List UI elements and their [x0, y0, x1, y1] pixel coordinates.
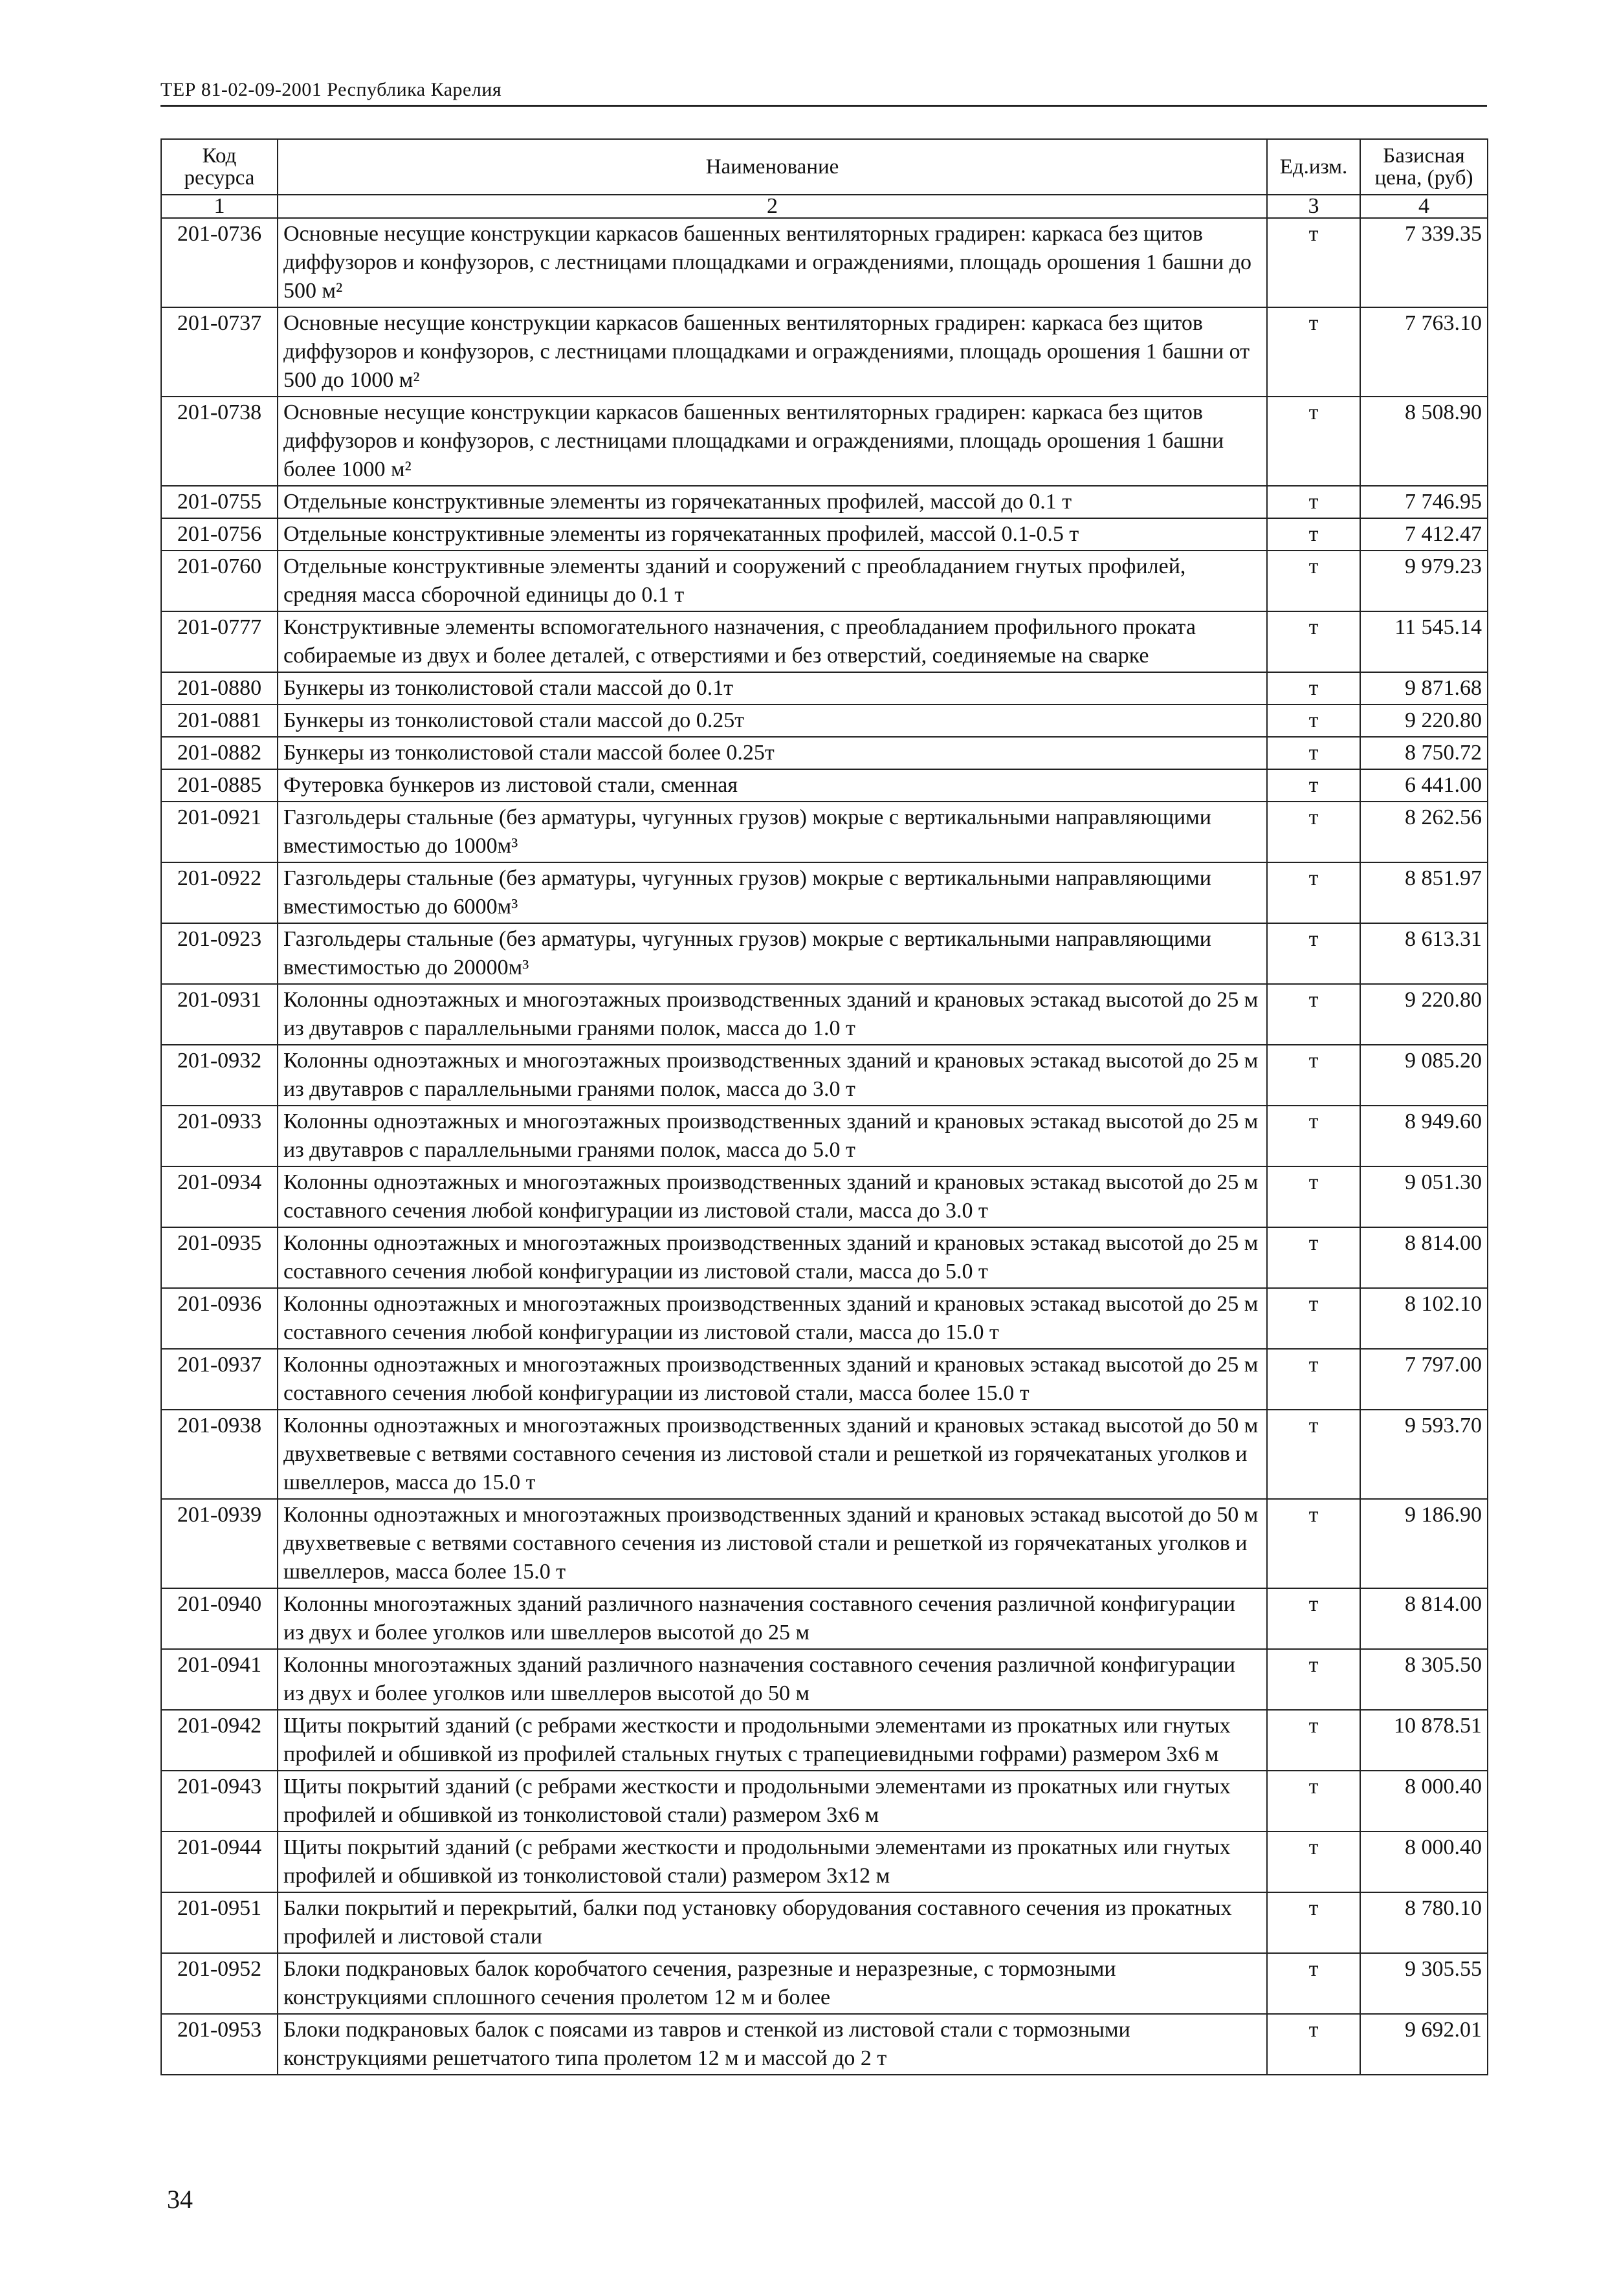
unit-of-measure: т — [1267, 1410, 1360, 1499]
base-price: 7 746.95 — [1360, 486, 1488, 518]
resource-code: 201-0755 — [161, 486, 278, 518]
unit-of-measure: т — [1267, 1166, 1360, 1227]
resource-code: 201-0923 — [161, 923, 278, 984]
base-price: 8 305.50 — [1360, 1649, 1488, 1710]
resource-name: Бункеры из тонколистовой стали массой до 0.1т — [278, 672, 1267, 705]
table-row — [161, 307, 1488, 397]
page-number: 34 — [167, 2185, 193, 2214]
resource-code: 201-0934 — [161, 1166, 278, 1227]
resource-code: 201-0951 — [161, 1892, 278, 1953]
resource-code: 201-0942 — [161, 1710, 278, 1771]
unit-of-measure: т — [1267, 862, 1360, 923]
resource-name: Основные несущие конструкции каркасов башенных вентиляторных градирен: каркаса без щитов диффузоров и конфузоров, с лестницами площадками и ограждениями, площадь орошения 1 башни от 500 до 1000 м² — [278, 307, 1267, 397]
resource-name: Щиты покрытий зданий (с ребрами жесткости и продольными элементами из прокатных или гнутых профилей и обшивкой из тонколистовой стали) размером 3х12 м — [278, 1831, 1267, 1892]
table-row — [161, 518, 1488, 551]
table-row — [161, 705, 1488, 737]
table-row — [161, 1953, 1488, 2014]
resource-code: 201-0880 — [161, 672, 278, 705]
table-row — [161, 1349, 1488, 1410]
column-number: 4 — [1360, 195, 1488, 218]
unit-of-measure: т — [1267, 672, 1360, 705]
resource-name: Футеровка бункеров из листовой стали, сменная — [278, 769, 1267, 802]
unit-of-measure: т — [1267, 1892, 1360, 1953]
resource-code: 201-0921 — [161, 802, 278, 862]
resource-code: 201-0941 — [161, 1649, 278, 1710]
resource-name: Бункеры из тонколистовой стали массой более 0.25т — [278, 737, 1267, 769]
base-price: 9 305.55 — [1360, 1953, 1488, 2014]
resource-code: 201-0953 — [161, 2014, 278, 2075]
resource-code: 201-0736 — [161, 218, 278, 307]
resource-name: Газгольдеры стальные (без арматуры, чугунных грузов) мокрые с вертикальными направляющими вместимостью до 20000м³ — [278, 923, 1267, 984]
base-price: 8 613.31 — [1360, 923, 1488, 984]
unit-of-measure: т — [1267, 1588, 1360, 1649]
table-row — [161, 1227, 1488, 1288]
resource-code: 201-0737 — [161, 307, 278, 397]
resource-code: 201-0933 — [161, 1106, 278, 1166]
base-price: 6 441.00 — [1360, 769, 1488, 802]
resource-code: 201-0935 — [161, 1227, 278, 1288]
unit-of-measure: т — [1267, 518, 1360, 551]
resource-code: 201-0939 — [161, 1499, 278, 1588]
resource-code: 201-0932 — [161, 1045, 278, 1106]
column-number: 1 — [161, 195, 278, 218]
unit-of-measure: т — [1267, 1349, 1360, 1410]
resource-name: Колонны одноэтажных и многоэтажных производственных зданий и крановых эстакад высотой до 25 м составного сечения любой конфигурации из листовой стали, масса более 15.0 т — [278, 1349, 1267, 1410]
unit-of-measure: т — [1267, 923, 1360, 984]
table-row — [161, 923, 1488, 984]
column-number-row — [161, 195, 1488, 218]
unit-of-measure: т — [1267, 769, 1360, 802]
resource-code: 201-0882 — [161, 737, 278, 769]
unit-of-measure: т — [1267, 1227, 1360, 1288]
header-code: Код ресурса — [161, 139, 278, 195]
resource-name: Колонны одноэтажных и многоэтажных производственных зданий и крановых эстакад высотой до 25 м составного сечения любой конфигурации из листовой стали, масса до 3.0 т — [278, 1166, 1267, 1227]
resource-code: 201-0952 — [161, 1953, 278, 2014]
unit-of-measure: т — [1267, 1831, 1360, 1892]
unit-of-measure: т — [1267, 1649, 1360, 1710]
unit-of-measure: т — [1267, 551, 1360, 611]
unit-of-measure: т — [1267, 307, 1360, 397]
unit-of-measure: т — [1267, 984, 1360, 1045]
base-price: 8 000.40 — [1360, 1831, 1488, 1892]
resource-name: Газгольдеры стальные (без арматуры, чугунных грузов) мокрые с вертикальными направляющими вместимостью до 1000м³ — [278, 802, 1267, 862]
resource-code: 201-0881 — [161, 705, 278, 737]
resource-name: Колонны многоэтажных зданий различного назначения составного сечения различной конфигурации из двух и более уголков или швеллеров высотой до 25 м — [278, 1588, 1267, 1649]
resource-code: 201-0738 — [161, 397, 278, 486]
resource-name: Основные несущие конструкции каркасов башенных вентиляторных градирен: каркаса без щитов диффузоров и конфузоров, с лестницами площадками и ограждениями, площадь орошения 1 башни более 1000 м² — [278, 397, 1267, 486]
unit-of-measure: т — [1267, 1106, 1360, 1166]
base-price: 8 750.72 — [1360, 737, 1488, 769]
base-price: 11 545.14 — [1360, 611, 1488, 672]
base-price: 9 051.30 — [1360, 1166, 1488, 1227]
unit-of-measure: т — [1267, 2014, 1360, 2075]
resource-name: Колонны одноэтажных и многоэтажных производственных зданий и крановых эстакад высотой до 50 м двухветвевые с ветвями составного сечения из листовой стали и решеткой из горячекатаных уголков и швеллеров, масса более 15.0 т — [278, 1499, 1267, 1588]
resource-name: Колонны одноэтажных и многоэтажных производственных зданий и крановых эстакад высотой до 25 м из двутавров с параллельными гранями полок, масса до 3.0 т — [278, 1045, 1267, 1106]
base-price: 8 508.90 — [1360, 397, 1488, 486]
base-price: 9 220.80 — [1360, 984, 1488, 1045]
base-price: 8 102.10 — [1360, 1288, 1488, 1349]
resource-name: Блоки подкрановых балок коробчатого сечения, разрезные и неразрезные, с тормозными конструкциями сплошного сечения пролетом 12 м и более — [278, 1953, 1267, 2014]
header-unit: Ед.изм. — [1267, 139, 1360, 195]
unit-of-measure: т — [1267, 611, 1360, 672]
base-price: 9 979.23 — [1360, 551, 1488, 611]
resource-name: Отдельные конструктивные элементы из горячекатанных профилей, массой 0.1-0.5 т — [278, 518, 1267, 551]
base-price: 8 814.00 — [1360, 1227, 1488, 1288]
resource-code: 201-0931 — [161, 984, 278, 1045]
table-row — [161, 1892, 1488, 1953]
resource-name: Бункеры из тонколистовой стали массой до 0.25т — [278, 705, 1267, 737]
resource-name: Газгольдеры стальные (без арматуры, чугунных грузов) мокрые с вертикальными направляющими вместимостью до 6000м³ — [278, 862, 1267, 923]
base-price: 8 814.00 — [1360, 1588, 1488, 1649]
unit-of-measure: т — [1267, 737, 1360, 769]
table-header-row — [161, 139, 1488, 195]
table-row — [161, 1499, 1488, 1588]
table-row — [161, 551, 1488, 611]
header-name: Наименование — [278, 139, 1267, 195]
base-price: 8 000.40 — [1360, 1771, 1488, 1831]
table-row — [161, 486, 1488, 518]
unit-of-measure: т — [1267, 1953, 1360, 2014]
unit-of-measure: т — [1267, 218, 1360, 307]
table-row — [161, 1106, 1488, 1166]
base-price: 7 797.00 — [1360, 1349, 1488, 1410]
base-price: 8 851.97 — [1360, 862, 1488, 923]
resource-name: Основные несущие конструкции каркасов башенных вентиляторных градирен: каркаса без щитов диффузоров и конфузоров, с лестницами площадками и ограждениями, площадь орошения 1 башни до 500 м² — [278, 218, 1267, 307]
base-price: 8 262.56 — [1360, 802, 1488, 862]
resource-name: Отдельные конструктивные элементы зданий и сооружений с преобладанием гнутых профилей, средняя масса сборочной единицы до 0.1 т — [278, 551, 1267, 611]
resource-code: 201-0940 — [161, 1588, 278, 1649]
table-row — [161, 672, 1488, 705]
unit-of-measure: т — [1267, 1045, 1360, 1106]
resource-name: Щиты покрытий зданий (с ребрами жесткости и продольными элементами из прокатных или гнутых профилей и обшивкой из тонколистовой стали) размером 3х6 м — [278, 1771, 1267, 1831]
resource-name: Колонны одноэтажных и многоэтажных производственных зданий и крановых эстакад высотой до 25 м из двутавров с параллельными гранями полок, масса до 5.0 т — [278, 1106, 1267, 1166]
unit-of-measure: т — [1267, 486, 1360, 518]
table-body — [161, 218, 1488, 2075]
table-row — [161, 218, 1488, 307]
resource-name: Колонны многоэтажных зданий различного назначения составного сечения различной конфигурации из двух и более уголков или швеллеров высотой до 50 м — [278, 1649, 1267, 1710]
resource-name: Колонны одноэтажных и многоэтажных производственных зданий и крановых эстакад высотой до 25 м составного сечения любой конфигурации из листовой стали, масса до 5.0 т — [278, 1227, 1267, 1288]
resource-code: 201-0937 — [161, 1349, 278, 1410]
base-price: 8 949.60 — [1360, 1106, 1488, 1166]
page-header: ТЕР 81-02-09-2001 Республика Карелия — [160, 79, 1487, 107]
unit-of-measure: т — [1267, 705, 1360, 737]
table-row — [161, 1771, 1488, 1831]
resource-name: Колонны одноэтажных и многоэтажных производственных зданий и крановых эстакад высотой до 25 м из двутавров с параллельными гранями полок, масса до 1.0 т — [278, 984, 1267, 1045]
table-row — [161, 737, 1488, 769]
unit-of-measure: т — [1267, 1710, 1360, 1771]
resource-code: 201-0936 — [161, 1288, 278, 1349]
base-price: 9 220.80 — [1360, 705, 1488, 737]
base-price: 7 412.47 — [1360, 518, 1488, 551]
table-row — [161, 611, 1488, 672]
table-row — [161, 2014, 1488, 2075]
resource-name: Отдельные конструктивные элементы из горячекатанных профилей, массой до 0.1 т — [278, 486, 1267, 518]
table-row — [161, 1410, 1488, 1499]
table-row — [161, 802, 1488, 862]
table-row — [161, 1166, 1488, 1227]
table-row — [161, 1045, 1488, 1106]
table-row — [161, 862, 1488, 923]
column-number: 2 — [278, 195, 1267, 218]
unit-of-measure: т — [1267, 1499, 1360, 1588]
table-row — [161, 1710, 1488, 1771]
unit-of-measure: т — [1267, 397, 1360, 486]
resource-name: Блоки подкрановых балок с поясами из тавров и стенкой из листовой стали с тормозными конструкциями решетчатого типа пролетом 12 м и массой до 2 т — [278, 2014, 1267, 2075]
table-row — [161, 1588, 1488, 1649]
header-price: Базисная цена, (руб) — [1360, 139, 1488, 195]
base-price: 8 780.10 — [1360, 1892, 1488, 1953]
base-price: 9 593.70 — [1360, 1410, 1488, 1499]
table-row — [161, 1831, 1488, 1892]
column-number: 3 — [1267, 195, 1360, 218]
table-row — [161, 769, 1488, 802]
unit-of-measure: т — [1267, 1288, 1360, 1349]
base-price: 10 878.51 — [1360, 1710, 1488, 1771]
resource-code: 201-0756 — [161, 518, 278, 551]
table-row — [161, 1649, 1488, 1710]
resource-code: 201-0922 — [161, 862, 278, 923]
resource-code: 201-0938 — [161, 1410, 278, 1499]
resource-name: Балки покрытий и перекрытий, балки под установку оборудования составного сечения из прокатных профилей и листовой стали — [278, 1892, 1267, 1953]
resource-table — [160, 138, 1488, 2075]
resource-code: 201-0885 — [161, 769, 278, 802]
base-price: 9 186.90 — [1360, 1499, 1488, 1588]
resource-code: 201-0777 — [161, 611, 278, 672]
base-price: 9 085.20 — [1360, 1045, 1488, 1106]
table-row — [161, 1288, 1488, 1349]
resource-code: 201-0944 — [161, 1831, 278, 1892]
base-price: 9 871.68 — [1360, 672, 1488, 705]
unit-of-measure: т — [1267, 802, 1360, 862]
table-row — [161, 984, 1488, 1045]
unit-of-measure: т — [1267, 1771, 1360, 1831]
base-price: 9 692.01 — [1360, 2014, 1488, 2075]
resource-name: Колонны одноэтажных и многоэтажных производственных зданий и крановых эстакад высотой до 25 м составного сечения любой конфигурации из листовой стали, масса до 15.0 т — [278, 1288, 1267, 1349]
base-price: 7 763.10 — [1360, 307, 1488, 397]
resource-name: Конструктивные элементы вспомогательного назначения, с преобладанием профильного проката собираемые из двух и более деталей, с отверстиями и без отверстий, соединяемые на сварке — [278, 611, 1267, 672]
resource-name: Колонны одноэтажных и многоэтажных производственных зданий и крановых эстакад высотой до 50 м двухветвевые с ветвями составного сечения из листовой стали и решеткой из горячекатаных уголков и швеллеров, масса до 15.0 т — [278, 1410, 1267, 1499]
resource-code: 201-0943 — [161, 1771, 278, 1831]
table-row — [161, 397, 1488, 486]
resource-name: Щиты покрытий зданий (с ребрами жесткости и продольными элементами из прокатных или гнутых профилей и обшивкой из профилей стальных гнутых с трапециевидными гофрами) размером 3х6 м — [278, 1710, 1267, 1771]
base-price: 7 339.35 — [1360, 218, 1488, 307]
resource-code: 201-0760 — [161, 551, 278, 611]
